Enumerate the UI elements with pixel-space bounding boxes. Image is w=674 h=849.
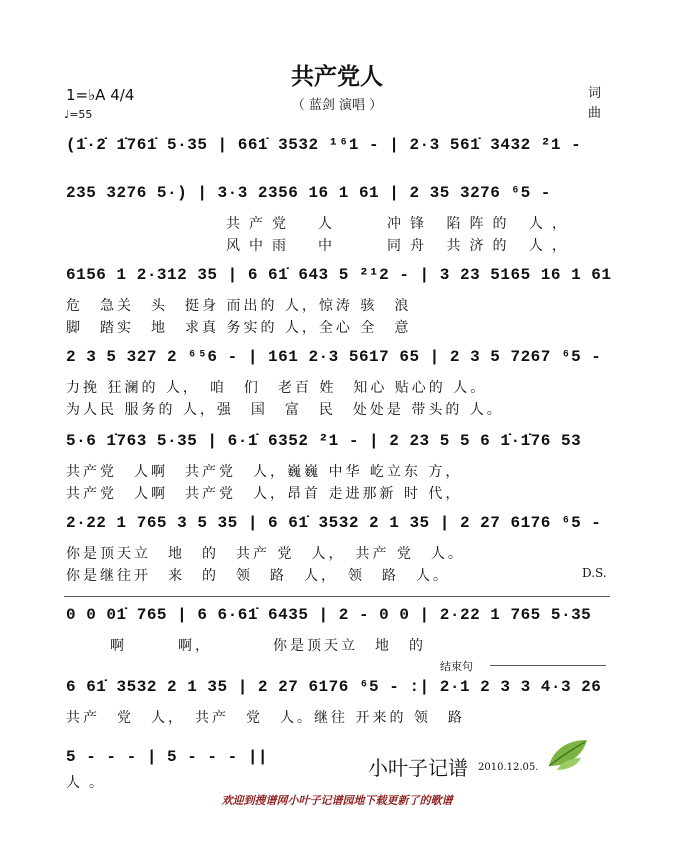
notation-row-4: 2 3 5 327 2 ⁶⁵6 - | 161 2·3 5617 65 | 2 3 5 7267 ⁶5 - bbox=[66, 348, 602, 366]
lyric-row-5-verse-2: 共产党 人啊 共产党 人，昂首 走进那新 时 代， bbox=[66, 486, 463, 502]
notation-row-9: 5 - - - | 5 - - - || bbox=[66, 748, 269, 766]
lyric-row-5-verse-1: 共产党 人啊 共产党 人，巍巍 中华 屹立东 方， bbox=[66, 464, 463, 480]
song-title: 共产党人 bbox=[291, 64, 383, 90]
lyric-row-3-verse-2: 脚 踏实 地 求真 务实的 人，全心 全 意 bbox=[66, 320, 412, 336]
lyric-row-2-verse-1: 共产党 人 冲锋 陷阵的 人， bbox=[226, 216, 575, 232]
lyric-row-6-verse-1: 你是顶天立 地 的 共产 党 人， 共产 党 人。 bbox=[66, 546, 465, 562]
footer-banner: 欢迎到搜谱网小叶子记谱园地下载更新了的歌谱 bbox=[221, 794, 453, 807]
lyric-row-8: 共产 党 人， 共产 党 人。继往 开来的 领 路 bbox=[66, 710, 465, 726]
ending-bracket bbox=[490, 665, 606, 666]
ds-marking: D.S. bbox=[582, 566, 607, 580]
lyric-row-4-verse-2: 为人民 服务的 人，强 国 富 民 处处是 带头的 人。 bbox=[66, 402, 504, 418]
lyricist-label: 词 bbox=[588, 86, 602, 101]
lyric-row-9: 人。 bbox=[66, 775, 112, 791]
lyric-row-7: 啊 啊， 你是顶天立 地 的 bbox=[110, 638, 426, 654]
notation-row-3: 6156 1 2·312 35 | 6 61̇ 643 5 ²¹2 - | 3 23 5165 16 1 61 bbox=[66, 266, 612, 284]
notation-row-5: 5·6 1̇763 5·35 | 6·1̇ 6352 ²1 - | 2 23 5 5 6 1̇·1̇76 53 bbox=[66, 432, 582, 450]
notation-row-7: 0 0 01̇ 765 | 6 6·61̇ 6435 | 2 - 0 0 | 2·22 1 765 5·35 bbox=[66, 606, 592, 624]
lyric-row-6-verse-2: 你是继往开 来 的 领 路 人， 领 路 人。 bbox=[66, 568, 450, 584]
notation-row-1: (1̇·2̇ 1̇761̇ 5·35 | 661̇ 3532 ¹⁶1 - | 2·3 561̇ 3432 ²1 - bbox=[66, 136, 582, 154]
leaf-logo-icon bbox=[545, 736, 591, 772]
volta-bracket-1 bbox=[64, 596, 610, 597]
lyric-row-4-verse-1: 力挽 狂澜的 人， 咱 们 老百 姓 知心 贴心的 人。 bbox=[66, 380, 488, 396]
tempo-marking: ♩=55 bbox=[64, 108, 93, 121]
notation-row-6: 2·22 1 765 3 5 35 | 6 61̇ 3532 2 1 35 | 2 27 6176 ⁶5 - bbox=[66, 514, 602, 532]
ending-label: 结束句 bbox=[440, 660, 473, 673]
key-signature: 1=♭A 4/4 bbox=[66, 86, 135, 104]
lyric-row-2-verse-2: 风中雨 中 同舟 共济的 人， bbox=[226, 238, 575, 254]
notation-row-2: 235 3276 5·) | 3·3 2356 16 1 61 | 2 35 3276 ⁶5 - bbox=[66, 184, 551, 202]
transcription-date: 2010.12.05. bbox=[478, 762, 539, 773]
notation-row-8: 6 61̇ 3532 2 1 35 | 2 27 6176 ⁶5 - :| 2·1 2 3 3 4·3 26 bbox=[66, 678, 602, 696]
transcriber-signature: 小叶子记谱 bbox=[368, 756, 468, 780]
lyric-row-3-verse-1: 危 急关 头 挺身 而出的 人，惊涛 骇 浪 bbox=[66, 298, 412, 314]
composer-label: 曲 bbox=[588, 106, 602, 121]
performer-subtitle: （ 蓝剑 演唱 ） bbox=[291, 98, 383, 113]
